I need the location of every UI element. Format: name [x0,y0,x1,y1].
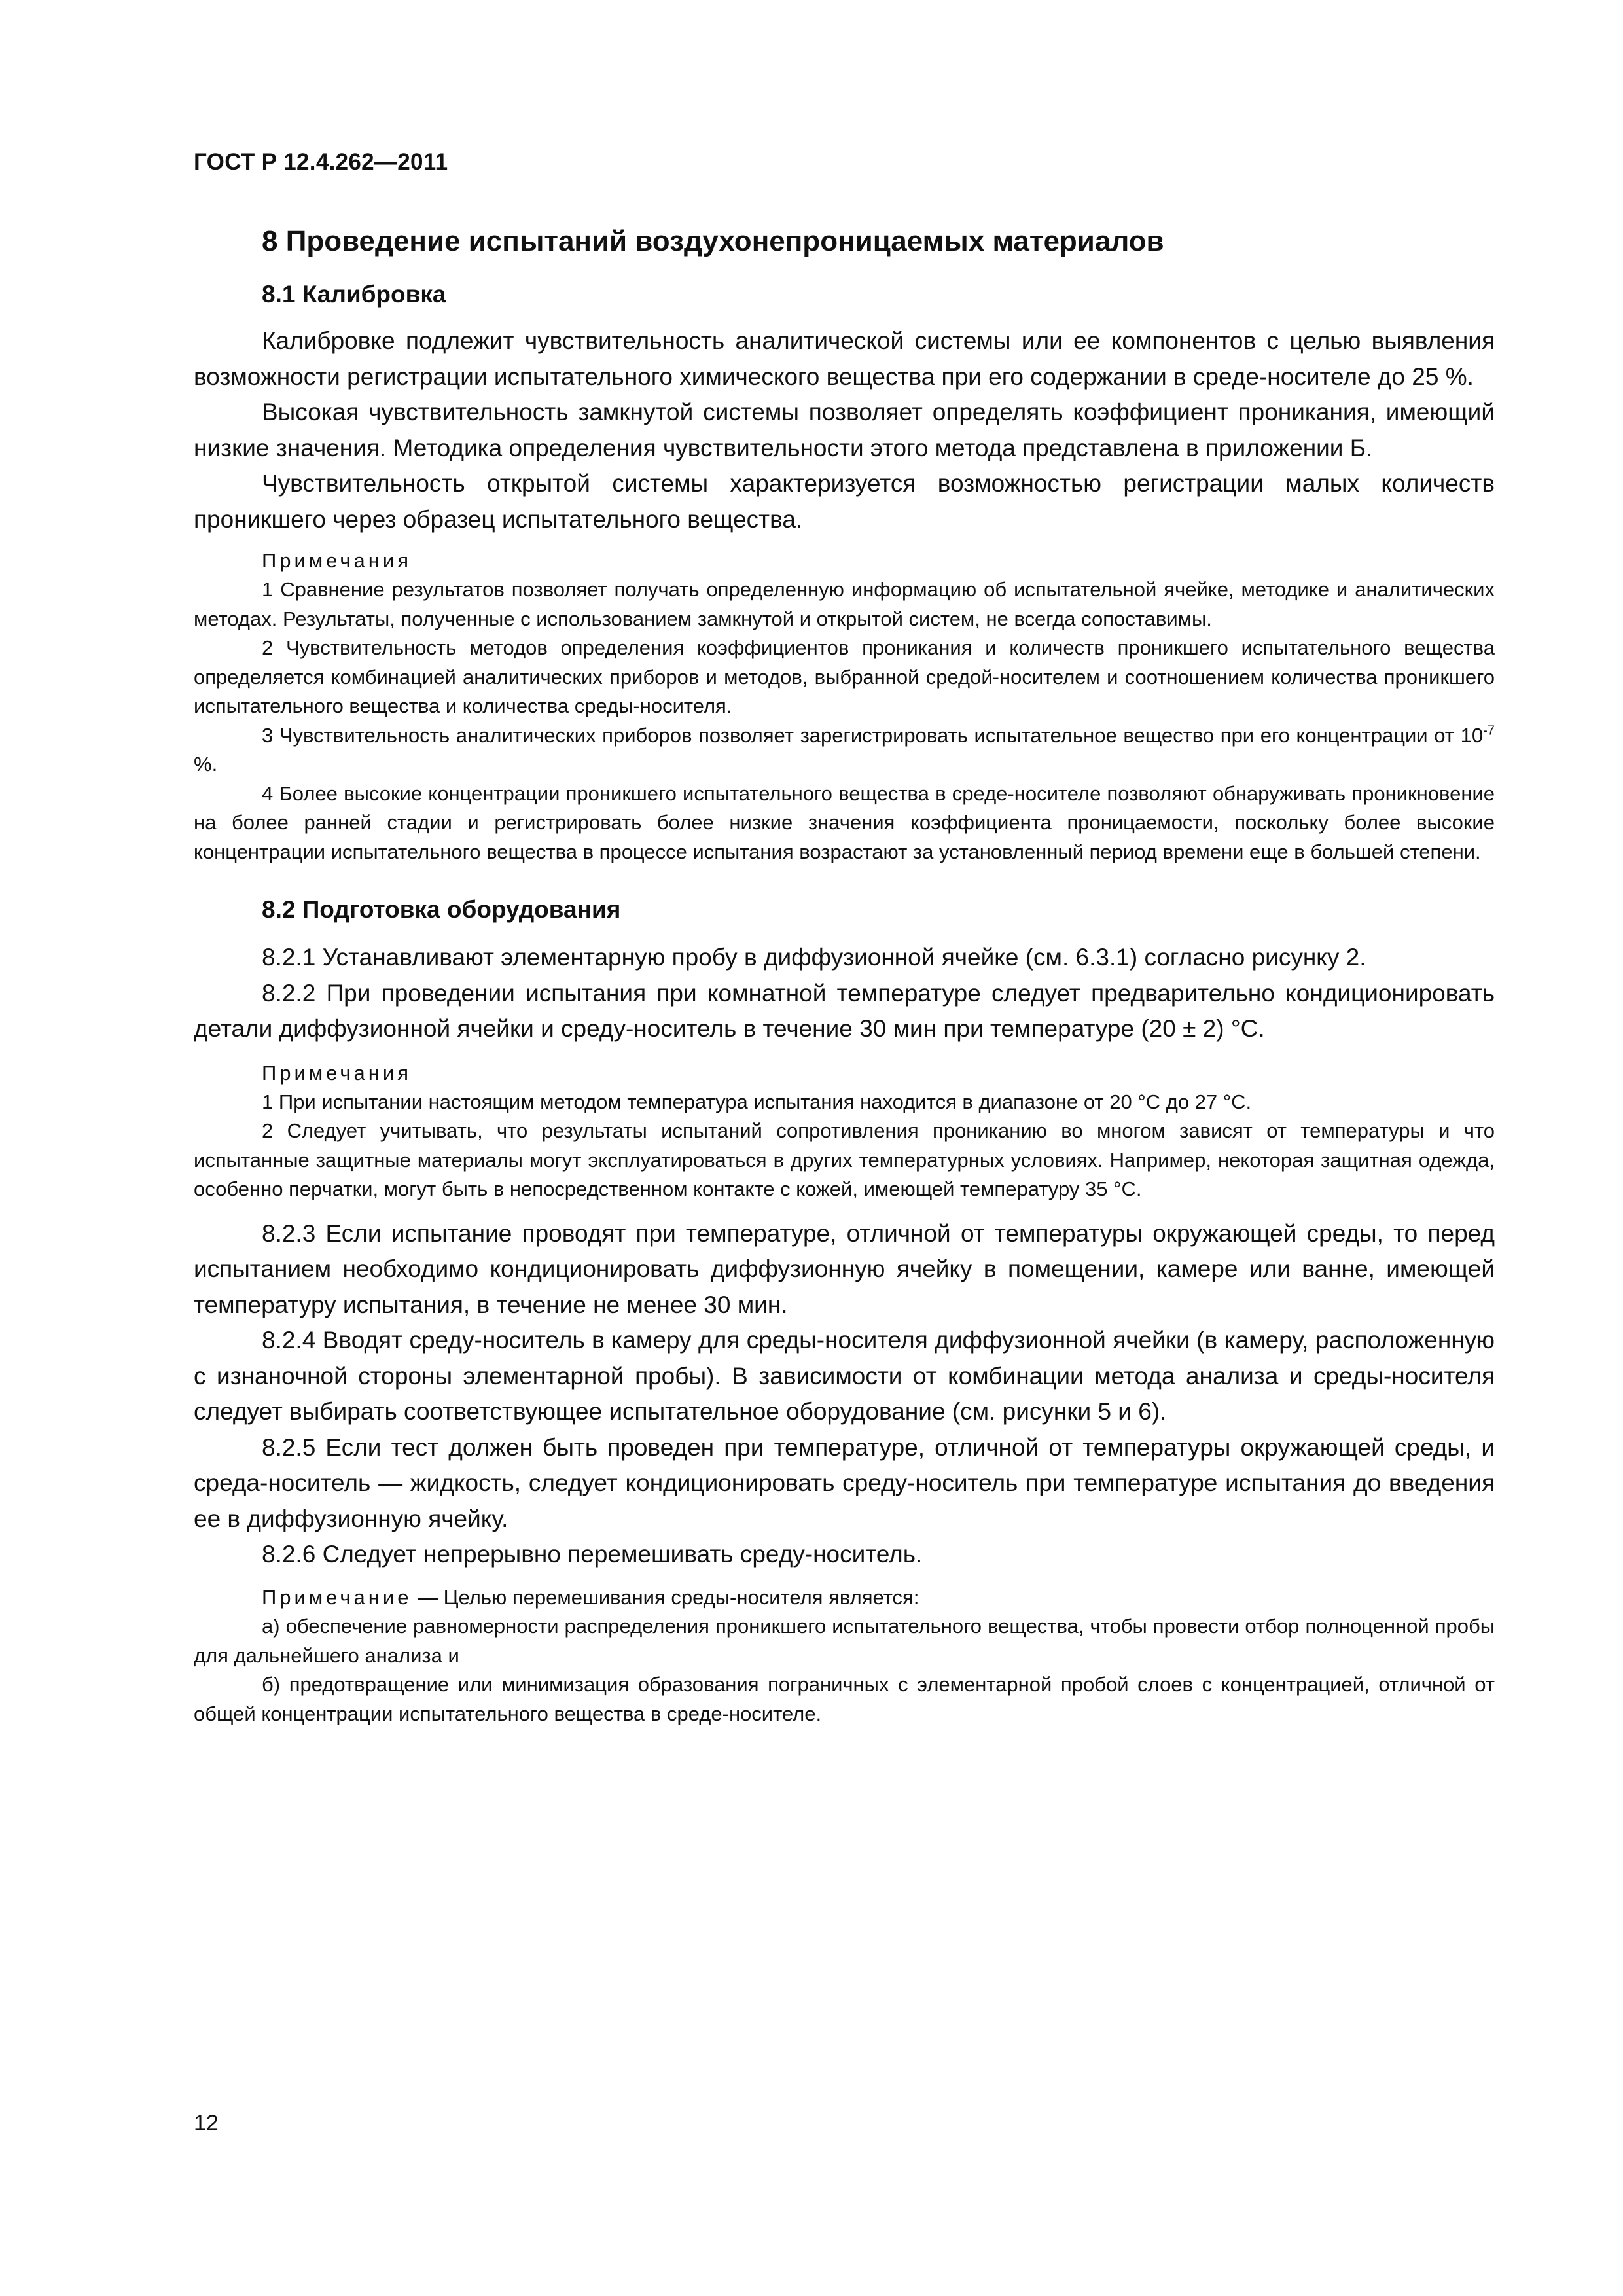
note-8-2-6 [194,1583,1495,1613]
section-8-title: 8 Проведение испытаний воздухонепроницаемых материалов [262,225,1164,257]
note-8-2-6-item-a: а) обеспечение равномерности распределения проникшего испытательного вещества, чтобы провести отбор полноценной пробы для дальнейшего анализа и [194,1615,1495,1667]
page-content [194,221,1495,1729]
paragraph-8-1-b: Высокая чувствительность замкнутой системы позволяет определять коэффициент проникания, имеющий низкие значения. Методика определения чувствительности этого метода представлена в приложении Б. [194,399,1495,461]
paragraph-8-2-4: 8.2.4 Вводят среду-носитель в камеру для среды-носителя диффузионной ячейки (в камеру, расположенную с изнаночной стороны элементарной пробы). В зависимости от комбинации метода анализа и среды-носителя следует выбирать соответствующее испытательное оборудование (см. рисунки 5 и 6). [194,1327,1495,1425]
paragraph-8-2-5: 8.2.5 Если тест должен быть проведен при температуре, отличной от температуры окружающей среды, и среда-носитель — жидкость, следует кондиционировать среду-носитель при температуре испытания до введения ее в диффузионную ячейку. [194,1433,1495,1532]
note-8-2-6-text: — Целью перемешивания среды-носителя является: [412,1585,919,1609]
document-code-header: ГОСТ Р 12.4.262—2011 [194,149,448,175]
paragraph-8-2-2: 8.2.2 При проведении испытания при комнатной температуре следует предварительно кондиционировать детали диффузионной ячейки и среду-носитель в течение 30 мин при температуре (20 ± 2) °С. [194,979,1495,1042]
paragraph-8-2-6: 8.2.6 Следует непрерывно перемешивать среду-носитель. [262,1541,923,1568]
paragraph-8-2-3: 8.2.3 Если испытание проводят при температуре, отличной от температуры окружающей среды, то перед испытанием необходимо кондиционировать диффузионную ячейку в помещении, камере или ванне, имеющей температуру испытания, в течение не менее 30 мин. [194,1219,1495,1318]
notes-label-8-1: Примечания [262,549,412,572]
note-8-2-1: 1 При испытании настоящим методом температура испытания находится в диапазоне от 20 °С до 27 °С. [262,1090,1252,1113]
paragraph-8-2-1: 8.2.1 Устанавливают элементарную пробу в диффузионной ячейке (см. 6.3.1) согласно рисунку 2. [262,944,1366,971]
paragraph-8-1-c: Чувствительность открытой системы характеризуется возможностью регистрации малых количеств проникшего через образец испытательного вещества. [194,470,1495,533]
notes-label-8-2: Примечания [262,1061,412,1085]
page-number: 12 [194,2111,219,2136]
note-8-1-3-exponent: -7 [1483,723,1495,738]
note-8-1-4: 4 Более высокие концентрации проникшего испытательного вещества в среде-носителе позволяют обнаруживать проникновение на более ранней стадии и регистрировать более низкие значения коэффициента проницаемости, поскольку более высокие концентрации испытательного вещества в процессе испытания возрастают за установленный период времени еще в большей степени. [194,781,1495,863]
note-8-1-2: 2 Чувствительность методов определения коэффициентов проникания и количеств проникшего испытательного вещества определяется комбинацией аналитических приборов и методов, выбранной средой-носителем и соотношением количества проникшего испытательного вещества и количества среды-носителя. [194,636,1495,717]
note-8-2-2: 2 Следует учитывать, что результаты испытаний сопротивления прониканию во многом зависят от температуры и что испытанные защитные материалы могут эксплуатироваться в других температурных условиях. Например, некоторая защитная одежда, особенно перчатки, могут быть в непосредственном контакте с кожей, имеющей температуру 35 °С. [194,1119,1495,1200]
note-8-1-3-unit: %. [194,753,218,776]
note-8-1-3-text: 3 Чувствительность аналитических приборов позволяет зарегистрировать испытательное вещество при его концентрации от 10 [262,723,1484,747]
section-8-1-title: 8.1 Калибровка [262,281,446,308]
note-8-1-1: 1 Сравнение результатов позволяет получать определенную информацию об испытательной ячейке, методике и аналитических методах. Результаты, полученные с использованием замкнутой и открытой систем, не всегда сопоставимы. [194,578,1495,630]
note-8-2-6-item-b: б) предотвращение или минимизация образования пограничных с элементарной пробой слоев с концентрацией, отличной от общей концентрации испытательного вещества в среде-носителе. [194,1673,1495,1725]
section-8-2-title: 8.2 Подготовка оборудования [262,896,621,923]
paragraph-8-1-a: Калибровке подлежит чувствительность аналитической системы или ее компонентов с целью выявления возможности регистрации испытательного химического вещества при его содержании в среде-носителе до 25 %. [194,327,1495,390]
note-8-1-3 [194,721,1495,780]
note-label-8-2-6: Примечание [262,1585,412,1609]
